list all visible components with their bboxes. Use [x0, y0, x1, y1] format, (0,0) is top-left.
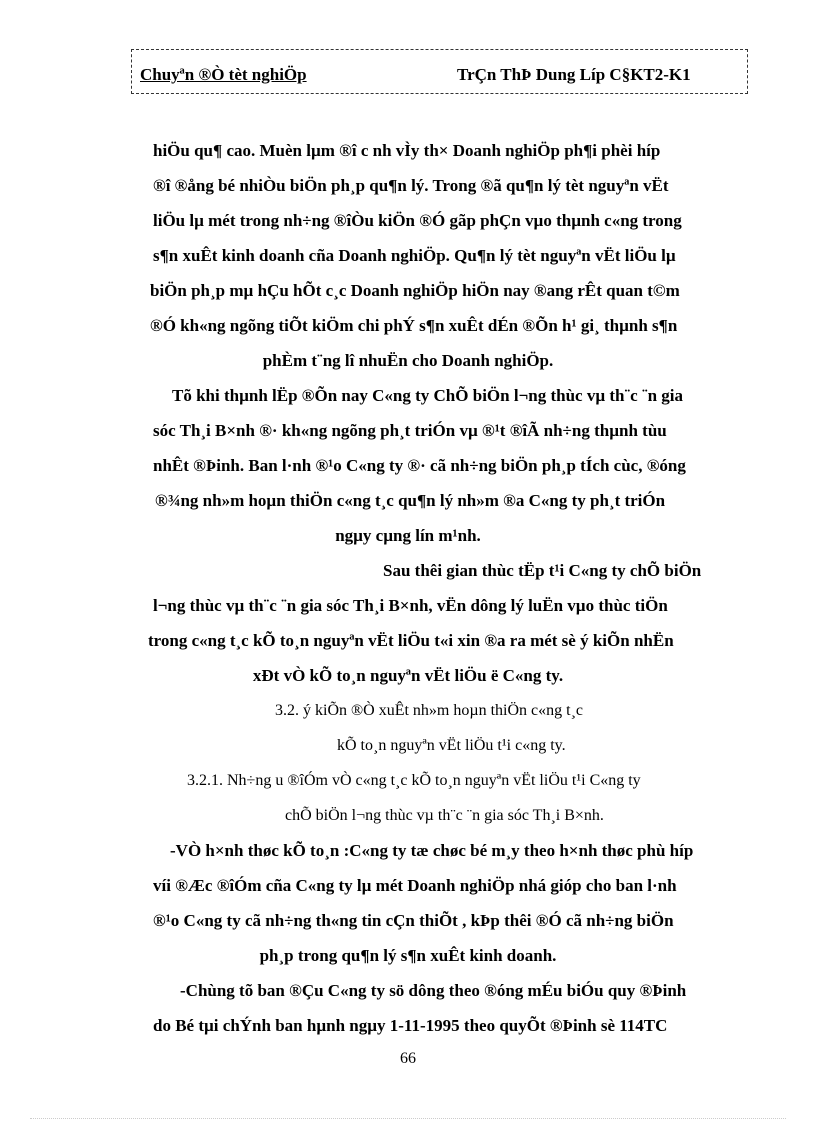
text-line: -VÒ h×nh thøc kÕ to¸n :C«ng ty tæ chøc bé m¸y theo h×nh thøc phù híp: [170, 841, 694, 860]
text-line: do Bé tµi chÝnh ban hµnh ngµy 1-11-1995 theo quyÕt ®Þinh sè 114TC: [153, 1016, 668, 1035]
section-heading: kÕ to¸n nguyªn vËt liÖu t¹i c«ng ty.: [337, 737, 566, 754]
text-line: ®î ®ång bé nhiÒu biÖn ph¸p qu¶n lý. Trong ®ã qu¶n lý tèt nguyªn vËt: [153, 176, 669, 195]
subsection-heading: chÕ biÖn l¬ng thùc vµ th¨c ¨n gia sóc Th¸i B×nh.: [285, 807, 604, 824]
text-line: liÖu lµ mét trong nh÷ng ®îÒu kiÖn ®Ó gãp phÇn vµo thµnh c«ng trong: [153, 211, 682, 230]
text-line: sóc Th¸i B×nh ®· kh«ng ngõng ph¸t triÓn vµ ®¹t ®îÃ nh÷ng thµnh tùu: [153, 421, 667, 440]
text-line: ngµy cµng lín m¹nh.: [335, 526, 481, 545]
text-line: ph¸p trong qu¶n lý s¶n xuÊt kinh doanh.: [259, 946, 557, 965]
document-title: Chuyªn ®Ò tèt nghiÖp: [140, 65, 307, 84]
text-line: ®¾ng nh»m hoµn thiÖn c«ng t¸c qu¶n lý nh»m ®a C«ng ty ph¸t triÓn: [155, 491, 666, 510]
text-line: l¬ng thùc vµ th¨c ¨n gia sóc Th¸i B×nh, vËn dông lý luËn vµo thùc tiÖn: [153, 596, 668, 615]
text-line: nhÊt ®Þinh. Ban l·nh ®¹o C«ng ty ®· cã nh÷ng biÖn ph¸p tÍch cùc, ®óng: [153, 456, 686, 475]
text-line: víi ®Æc ®îÓm cña C«ng ty lµ mét Doanh nghiÖp nhá gióp cho ban l·nh: [153, 876, 677, 895]
author-class: TrÇn ThÞ Dung Líp C§KT2-K1: [457, 65, 691, 84]
text-line: hiÖu qu¶ cao. Muèn lµm ®î c nh vÌy th× Doanh nghiÖp ph¶i phèi híp: [153, 141, 661, 160]
text-line: ®¹o C«ng ty cã nh÷ng th«ng tin cÇn thiÕt , kÞp thêi ®Ó cã nh÷ng biÖn: [153, 911, 674, 930]
text-line: Tõ khi thµnh lËp ®Õn nay C«ng ty ChÕ biÖn l¬ng thùc vµ th¨c ¨n gia: [172, 386, 684, 405]
text-line: -Chùng tõ ban ®Çu C«ng ty sö dông theo ®óng mÉu biÓu quy ®Þinh: [180, 981, 687, 1000]
text-line: phÈm t¨ng lî nhuËn cho Doanh nghiÖp.: [262, 351, 554, 370]
footer-divider: [30, 1118, 786, 1119]
text-line: trong c«ng t¸c kÕ to¸n nguyªn vËt liÖu t«i xin ®a ra mét sè ý kiÕn nhËn: [148, 631, 674, 650]
text-line: Sau thêi gian thùc tËp t¹i C«ng ty chÕ biÖn: [383, 561, 702, 580]
section-heading: 3.2. ý kiÕn ®Ò xuÊt nh»m hoµn thiÖn c«ng t¸c: [275, 702, 584, 719]
subsection-heading: 3.2.1. Nh÷ng u ®îÓm vÒ c«ng t¸c kÕ to¸n nguyªn vËt liÖu t¹i C«ng ty: [187, 772, 641, 789]
text-line: ®Ó kh«ng ngõng tiÕt kiÖm chi phÝ s¶n xuÊt dÉn ®Õn h¹ gi¸ thµnh s¶n: [150, 316, 678, 335]
page-number: 66: [400, 1050, 416, 1067]
text-line: s¶n xuÊt kinh doanh cña Doanh nghiÖp. Qu¶n lý tèt nguyªn vËt liÖu lµ: [153, 246, 676, 265]
text-line: xÐt vÒ kÕ to¸n nguyªn vËt liÖu ë C«ng ty.: [252, 666, 564, 685]
text-line: biÖn ph¸p mµ hÇu hÕt c¸c Doanh nghiÖp hiÖn nay ®ang rÊt quan t©m: [150, 281, 680, 300]
